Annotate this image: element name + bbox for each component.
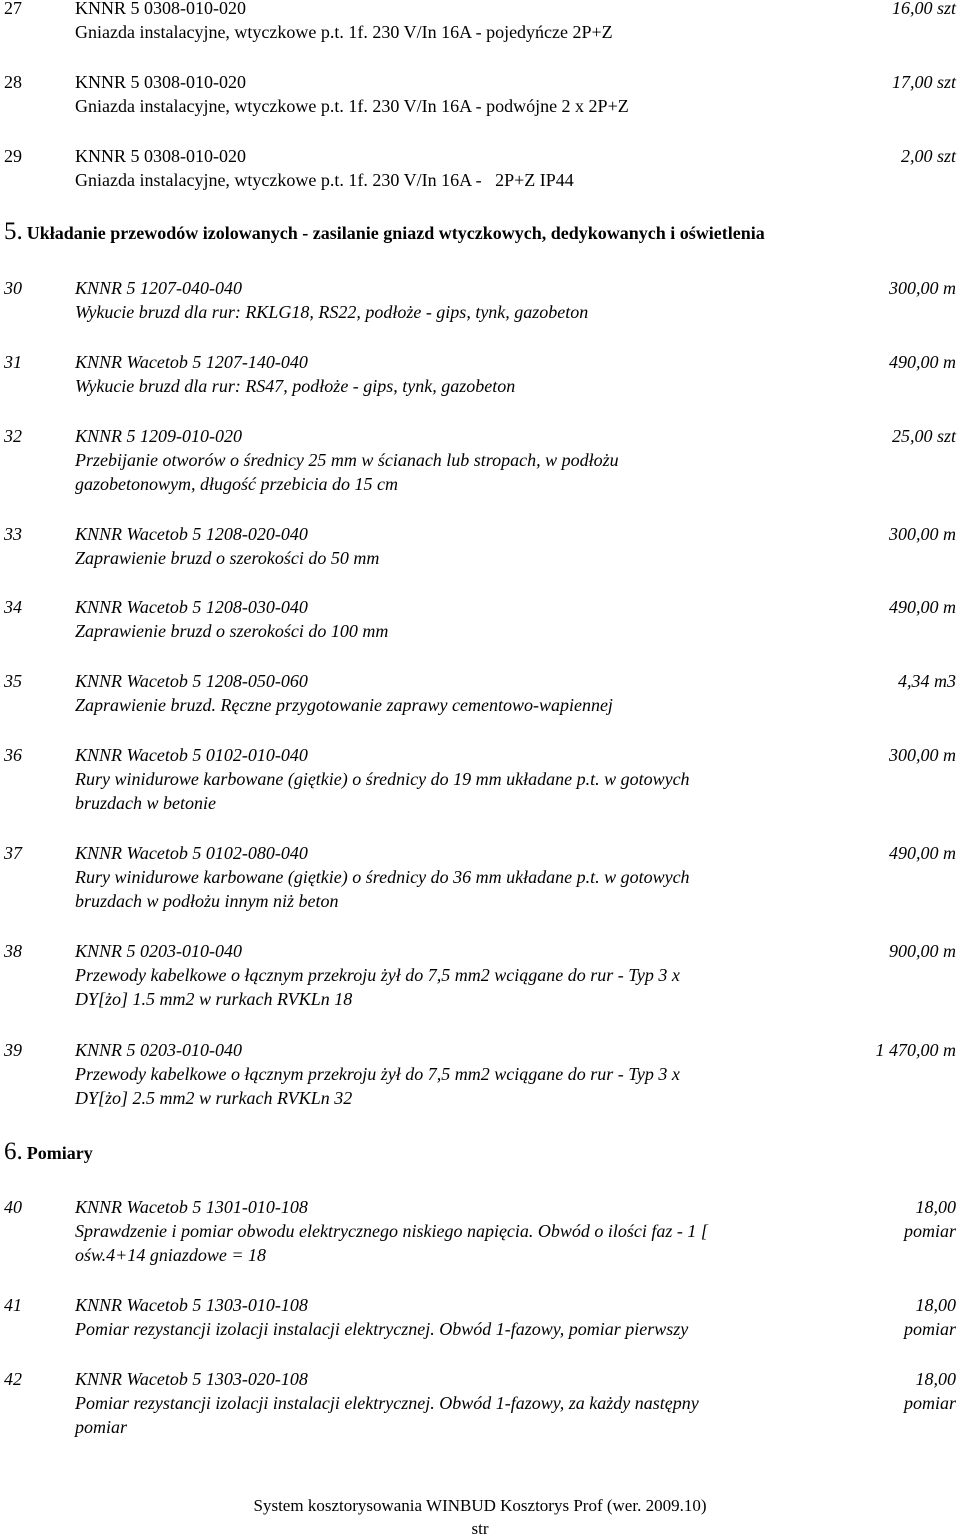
item-quantity: 300,00 m [889,524,956,544]
item-description: Zaprawienie bruzd o szerokości do 100 mm [75,621,389,641]
item-number: 27 [4,0,22,18]
item-code: KNNR Wacetob 5 1208-030-040 [75,597,308,617]
item-code: KNNR 5 0203-010-040 [75,1040,243,1060]
item-code: KNNR Wacetob 5 0102-080-040 [75,843,308,863]
section-5-heading [4,218,765,246]
item-code: KNNR Wacetob 5 1207-140-040 [75,352,308,372]
item-description: Wykucie bruzd dla rur: RKLG18, RS22, podłoże - gips, tynk, gazobeton [75,302,589,322]
item-quantity: 490,00 m [889,597,956,617]
item-number: 35 [4,671,22,691]
item-description: Gniazda instalacyjne, wtyczkowe p.t. 1f. 230 V/In 16A - 2P+Z IP44 [75,170,574,190]
item-code: KNNR Wacetob 5 1208-020-040 [75,524,308,544]
item-quantity: 16,00 szt [891,0,956,18]
item-quantity: 900,00 m [889,941,956,961]
item-number: 39 [4,1040,22,1060]
item-quantity: 490,00 m [889,352,956,372]
item-number: 37 [4,843,22,863]
item-unit: pomiar [903,1221,956,1241]
item-description: Rury winidurowe karbowane (giętkie) o średnicy do 36 mm układane p.t. w gotowych [75,867,690,887]
item-code: KNNR Wacetob 5 1208-050-060 [75,671,308,691]
section-title: Pomiary [26,1143,93,1163]
item-quantity: 25,00 szt [891,426,956,446]
item-quantity: 17,00 szt [891,72,956,92]
item-description: Pomiar rezystancji izolacji instalacji elektrycznej. Obwód 1-fazowy, pomiar pierwszy [75,1319,689,1339]
item-quantity: 18,00 [915,1295,956,1315]
item-description: Zaprawienie bruzd o szerokości do 50 mm [75,548,380,568]
item-quantity: 300,00 m [889,745,956,765]
item-code: KNNR 5 1209-010-020 [75,426,243,446]
item-description: Sprawdzenie i pomiar obwodu elektrycznego niskiego napięcia. Obwód o ilości faz - 1 [ [75,1221,708,1241]
item-code: KNNR 5 0203-010-040 [75,941,243,961]
footer-page-label: str [471,1519,489,1538]
item-code: KNNR 5 0308-010-020 [75,146,246,166]
item-number: 33 [4,524,22,544]
item-number: 40 [4,1197,22,1217]
item-description-cont: bruzdach w podłożu innym niż beton [75,891,339,911]
item-code: KNNR 5 1207-040-040 [75,278,243,298]
item-quantity: 2,00 szt [900,146,956,166]
item-number: 29 [4,146,22,166]
item-description-cont: pomiar [75,1417,128,1437]
item-description-cont: DY[żo] 1.5 mm2 w rurkach RVKLn 18 [75,989,353,1009]
item-quantity: 490,00 m [889,843,956,863]
section-number: 6. [4,1138,23,1165]
section-number: 5. [4,218,23,245]
item-quantity: 1 470,00 m [875,1040,956,1060]
item-description: Przewody kabelkowe o łącznym przekroju żył do 7,5 mm2 wciągane do rur - Typ 3 x [75,965,680,985]
item-description: Gniazda instalacyjne, wtyczkowe p.t. 1f. 230 V/In 16A - podwójne 2 x 2P+Z [75,96,629,116]
item-number: 36 [4,745,22,765]
item-code: KNNR Wacetob 5 1303-010-108 [75,1295,308,1315]
item-unit: pomiar [903,1319,956,1339]
item-quantity: 300,00 m [889,278,956,298]
item-number: 30 [4,278,22,298]
item-description-cont: ośw.4+14 gniazdowe = 18 [75,1245,266,1265]
item-code: KNNR 5 0308-010-020 [75,0,246,18]
item-description: Pomiar rezystancji izolacji instalacji elektrycznej. Obwód 1-fazowy, za każdy następny [75,1393,699,1413]
item-quantity: 18,00 [915,1197,956,1217]
item-number: 32 [4,426,22,446]
item-number: 31 [4,352,22,372]
item-description: Gniazda instalacyjne, wtyczkowe p.t. 1f. 230 V/In 16A - pojedyńcze 2P+Z [75,22,613,42]
item-description-cont: gazobetonowym, długość przebicia do 15 cm [75,474,398,494]
item-description: Zaprawienie bruzd. Ręczne przygotowanie zaprawy cementowo-wapiennej [75,695,613,715]
item-code: KNNR Wacetob 5 0102-010-040 [75,745,308,765]
item-number: 34 [4,597,22,617]
item-quantity: 4,34 m3 [898,671,956,691]
item-description-cont: DY[żo] 2.5 mm2 w rurkach RVKLn 32 [75,1088,353,1108]
item-description: Przebijanie otworów o średnicy 25 mm w ścianach lub stropach, w podłożu [75,450,619,470]
item-description: Rury winidurowe karbowane (giętkie) o średnicy do 19 mm układane p.t. w gotowych [75,769,690,789]
section-title: Układanie przewodów izolowanych - zasilanie gniazd wtyczkowych, dedykowanych i oświetlenia [26,223,765,243]
footer-system-name: System kosztorysowania WINBUD Kosztorys Prof (wer. 2009.10) [253,1496,707,1515]
item-number: 38 [4,941,22,961]
item-description-cont: bruzdach w betonie [75,793,216,813]
item-code: KNNR Wacetob 5 1303-020-108 [75,1369,308,1389]
item-code: KNNR Wacetob 5 1301-010-108 [75,1197,308,1217]
item-number: 41 [4,1295,22,1315]
item-number: 42 [4,1369,22,1389]
item-description: Wykucie bruzd dla rur: RS47, podłoże - gips, tynk, gazobeton [75,376,516,396]
item-code: KNNR 5 0308-010-020 [75,72,246,92]
section-6-heading [4,1138,93,1166]
item-quantity: 18,00 [915,1369,956,1389]
item-number: 28 [4,72,22,92]
item-description: Przewody kabelkowe o łącznym przekroju żył do 7,5 mm2 wciągane do rur - Typ 3 x [75,1064,680,1084]
item-unit: pomiar [903,1393,956,1413]
